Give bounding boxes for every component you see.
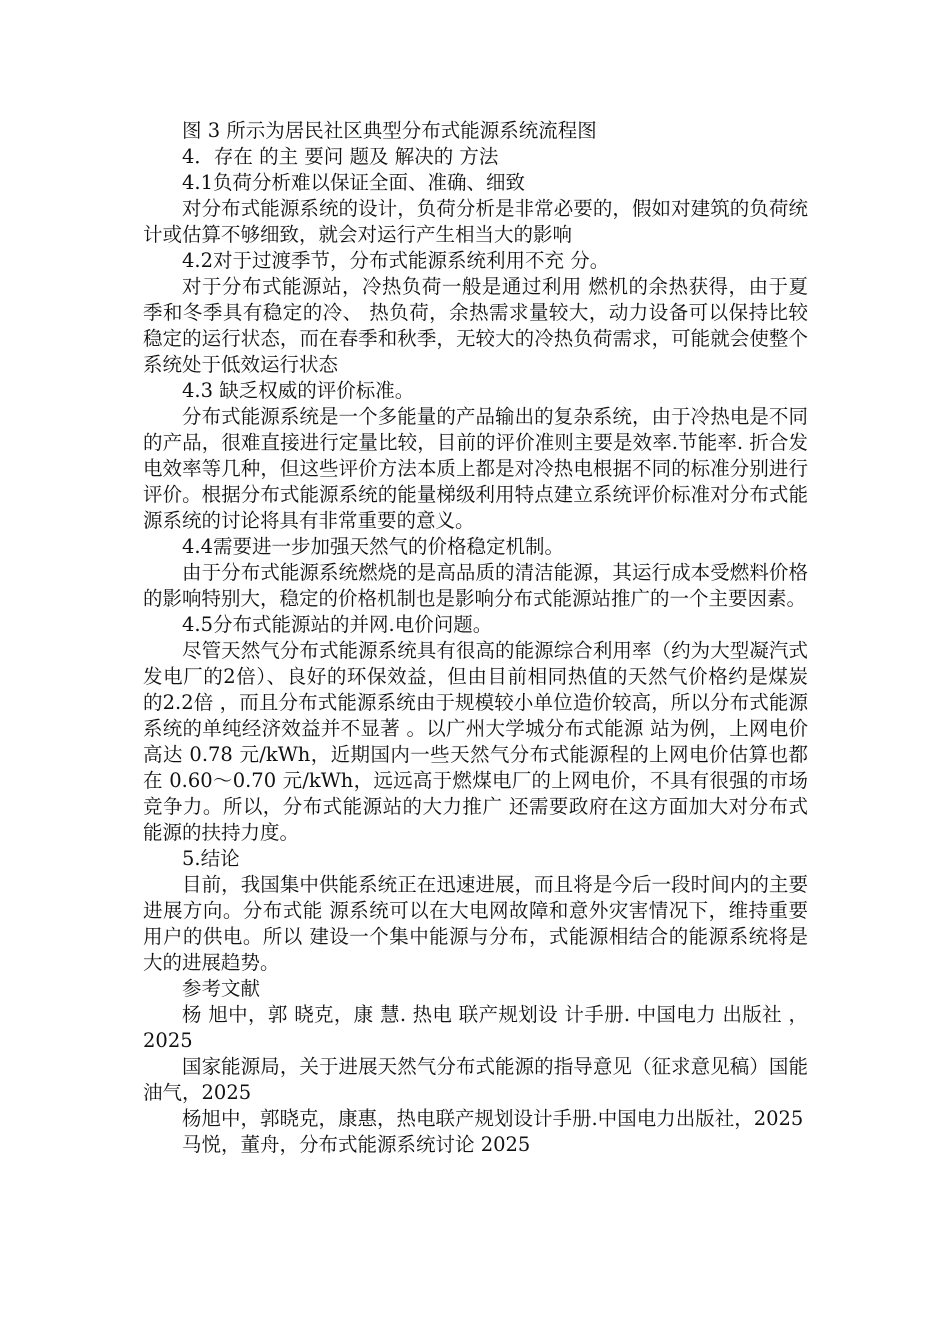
paragraph: 分布式能源系统是一个多能量的产品输出的复杂系统，由于冷热电是不同的产品，很难直接进行定量比较，目前的评价准则主要是效率.节能率. 折合发电效率等几种，但这些评价方法本质上都是对冷热电根据不同的标准分别进行评价。根据分布式能源系统的能量梯级利用特点建立系统评价标准对分布式能源系统的讨论将具有非常重要的意义。 bbox=[143, 405, 808, 532]
figure-caption: 图 3 所示为居民社区典型分布式能源系统流程图 bbox=[182, 119, 597, 142]
section-heading-5: 5.结论 bbox=[182, 847, 240, 870]
paragraph: 对分布式能源系统的设计，负荷分析是非常必要的，假如对建筑的负荷统计或估算不够细致，就会对运行产生相当大的影响 bbox=[143, 197, 808, 246]
subheading-4-3: 4.3 缺乏权威的评价标准。 bbox=[182, 379, 415, 402]
subheading-4-5: 4.5分布式能源站的并网.电价问题。 bbox=[182, 613, 493, 636]
reference-item: 杨 旭中，郭 晓克，康 慧. 热电 联产规划设 计手册. 中国电力 出版社 ，2025 bbox=[143, 1003, 808, 1052]
section-heading-4: 4．存在 的主 要问 题及 解决的 方法 bbox=[182, 145, 499, 168]
paragraph: 由于分布式能源系统燃烧的是高品质的清洁能源，其运行成本受燃料价格的影响特别大，稳定的价格机制也是影响分布式能源站推广的一个主要因素。 bbox=[143, 561, 808, 610]
reference-item: 国家能源局，关于进展天然气分布式能源的指导意见（征求意见稿）国能油气，2025 bbox=[143, 1055, 808, 1104]
subheading-4-2: 4.2对于过渡季节，分布式能源系统利用不充 分。 bbox=[182, 249, 610, 272]
paragraph: 对于分布式能源站，冷热负荷一般是通过利用 燃机的余热获得，由于夏季和冬季具有稳定的冷、 热负荷，余热需求量较大，动力设备可以保持比较 稳定的运行状态，而在春季和秋季，无较大的冷热负荷需求，可能就会使整个系统处于低效运行状态 bbox=[143, 275, 808, 376]
references-heading: 参考文献 bbox=[182, 977, 261, 1000]
reference-item: 马悦，董舟，分布式能源系统讨论 2025 bbox=[182, 1133, 531, 1156]
reference-item: 杨旭中，郭晓克，康惠，热电联产规划设计手册.中国电力出版社，2025 bbox=[182, 1107, 804, 1130]
document-body bbox=[143, 118, 808, 1158]
paragraph: 尽管天然气分布式能源系统具有很高的能源综合利用率（约为大型凝汽式发电厂的2倍）、良好的环保效益，但由目前相同热值的天然气价格约是煤炭的2.2倍 ，而且分布式能源系统由于规模较小单位造价较高，所以分布式能源系统的单纯经济效益并不显著 。以广州大学城分布式能源 站为例，上网电价高达 0.78 元/kWh，近期国内一些天然气分布式能源程的上网电价估算也都在 0.60～0.70 元/kWh，远远高于燃煤电厂的上网电价，不具有很强的市场竞争力。所以，分布式能源站的大力推广 还需要政府在这方面加大对分布式能源的扶持力度。 bbox=[143, 639, 808, 844]
paragraph: 目前，我国集中供能系统正在迅速进展，而且将是今后一段时间内的主要进展方向。分布式能 源系统可以在大电网故障和意外灾害情况下，维持重要用户的供电。所以 建设一个集中能源与分布，式能源相结合的能源系统将是大的进展趋势。 bbox=[143, 873, 808, 974]
subheading-4-4: 4.4需要进一步加强天然气的价格稳定机制。 bbox=[182, 535, 565, 558]
subheading-4-1: 4.1负荷分析难以保证全面、准确、细致 bbox=[182, 171, 526, 194]
